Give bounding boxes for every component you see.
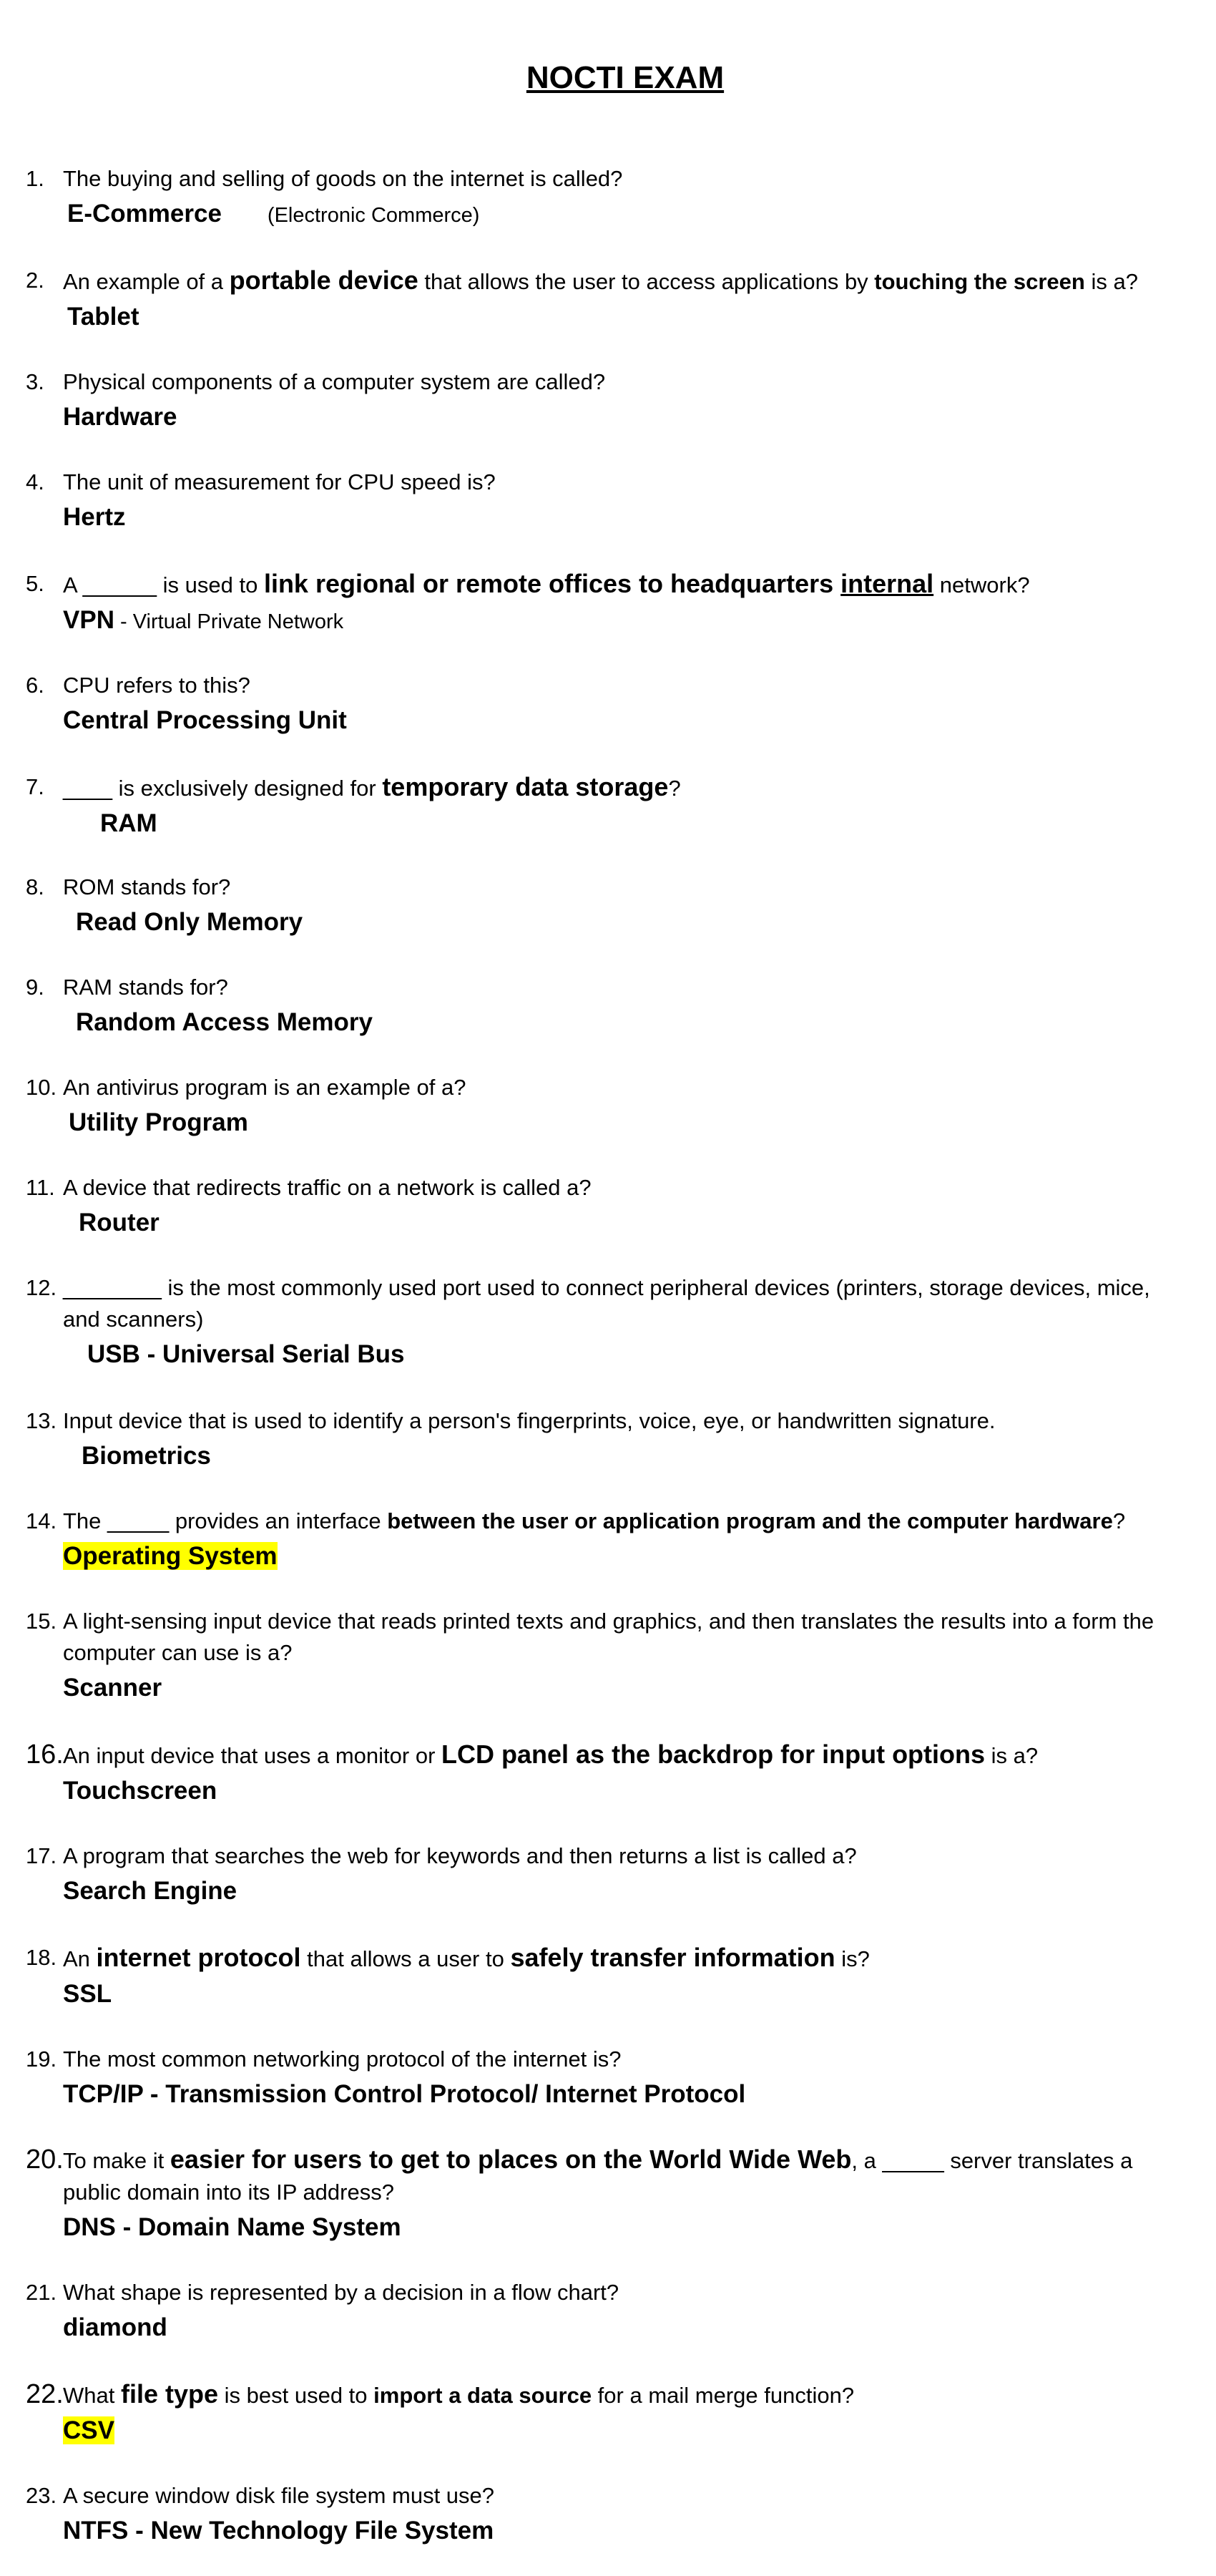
answer: Scanner xyxy=(63,1674,162,1702)
question-text: 12. ________ is the most commonly used port used to connect peripheral devices (printers, storage devices, mice, and scanners) xyxy=(26,1275,1150,1332)
question-text: 15. A light-sensing input device that reads printed texts and graphics, and then translates the results into a form the computer can use is a? xyxy=(26,1609,1154,1665)
question-12 xyxy=(26,1272,1185,1372)
question-7 xyxy=(26,771,1185,841)
answer: TCP/IP - Transmission Control Protocol/ Internet Protocol xyxy=(63,2080,746,2108)
answer xyxy=(26,1539,1185,1574)
question-22 xyxy=(26,2379,1185,2448)
answer-note: (Electronic Commerce) xyxy=(267,204,480,227)
question-text: 11. A device that redirects traffic on a network is called a? xyxy=(26,1175,592,1200)
question-text: 6. CPU refers to this? xyxy=(26,673,250,698)
answer: USB - Universal Serial Bus xyxy=(87,1340,405,1368)
question-19 xyxy=(26,2044,1185,2112)
question-text: 13. Input device that is used to identify a person's fingerprints, voice, eye, or handwritten signature. xyxy=(26,1408,996,1433)
question-text: 18. An internet protocol that allows a user to safely transfer information is? xyxy=(26,1943,870,1972)
answer: DNS - Domain Name System xyxy=(63,2213,401,2241)
answer: Touchscreen xyxy=(63,1777,217,1805)
highlighted-answer: CSV xyxy=(63,2416,114,2444)
answer: E-Commerce (Electronic Commerce) xyxy=(67,200,480,228)
question-13 xyxy=(26,1405,1185,1473)
question-text: 23. A secure window disk file system must use? xyxy=(26,2483,495,2508)
question-11 xyxy=(26,1172,1185,1240)
answer: RAM xyxy=(100,809,157,837)
question-text: 2. An example of a portable device that allows the user to access applications by touching the screen is a? xyxy=(26,265,1138,295)
answer: diamond xyxy=(63,2313,167,2341)
answer: NTFS - New Technology File System xyxy=(63,2517,494,2545)
question-9 xyxy=(26,972,1185,1040)
question-text: 19. The most common networking protocol of the internet is? xyxy=(26,2046,622,2072)
answer xyxy=(26,2414,1185,2448)
question-23 xyxy=(26,2480,1185,2548)
question-text: 17. A program that searches the web for keywords and then returns a list is called a? xyxy=(26,1843,857,1868)
question-20 xyxy=(26,2144,1185,2245)
question-text: 4. The unit of measurement for CPU speed is? xyxy=(26,469,496,494)
answer: Central Processing Unit xyxy=(63,706,347,734)
page-title: NOCTI EXAM xyxy=(526,60,725,95)
question-5 xyxy=(26,568,1185,639)
answer: SSL xyxy=(63,1980,112,2008)
question-1 xyxy=(26,163,1185,233)
answer: Biometrics xyxy=(82,1442,211,1470)
answer: Hertz xyxy=(63,503,126,531)
answer: Random Access Memory xyxy=(76,1008,373,1036)
question-text: 20. To make it easier for users to get to places on the World Wide Web, a _____ server translates a public domain into its IP address? xyxy=(26,2145,1133,2205)
question-16 xyxy=(26,1739,1185,1808)
question-4 xyxy=(26,467,1185,535)
highlighted-answer: Operating System xyxy=(63,1542,278,1570)
question-10 xyxy=(26,1072,1185,1140)
answer: Tablet xyxy=(67,303,139,331)
answer-note: - Virtual Private Network xyxy=(114,610,344,633)
question-2 xyxy=(26,265,1185,334)
answer: Hardware xyxy=(63,403,177,431)
question-text: 21. What shape is represented by a decision in a flow chart? xyxy=(26,2280,619,2305)
answer: Read Only Memory xyxy=(76,908,303,936)
question-3 xyxy=(26,366,1185,434)
answer: VPN - Virtual Private Network xyxy=(63,606,344,634)
question-8 xyxy=(26,872,1185,940)
question-text: 8. ROM stands for? xyxy=(26,874,231,899)
question-text: 10. An antivirus program is an example of a? xyxy=(26,1075,466,1100)
question-6 xyxy=(26,670,1185,738)
question-text: 5. A ______ is used to link regional or remote offices to headquarters internal network? xyxy=(26,569,1030,598)
question-text: 9. RAM stands for? xyxy=(26,975,228,1000)
question-text: 3. Physical components of a computer system are called? xyxy=(26,369,606,394)
answer: Router xyxy=(79,1209,160,1236)
question-text: 14. The _____ provides an interface between the user or application program and the computer hardware? xyxy=(26,1508,1126,1533)
question-text: 22. What file type is best used to import a data source for a mail merge function? xyxy=(26,2379,855,2409)
question-text: 1. The buying and selling of goods on the internet is called? xyxy=(26,166,623,191)
question-text: 7. ____ is exclusively designed for temporary data storage? xyxy=(26,772,681,801)
answer: Search Engine xyxy=(63,1877,237,1905)
question-21 xyxy=(26,2277,1185,2345)
question-15 xyxy=(26,1606,1185,1705)
question-18 xyxy=(26,1942,1185,2011)
question-text: 16. An input device that uses a monitor or LCD panel as the backdrop for input options is a? xyxy=(26,1740,1039,1770)
question-17 xyxy=(26,1840,1185,1908)
answer: Utility Program xyxy=(69,1108,248,1136)
question-14 xyxy=(26,1506,1185,1574)
